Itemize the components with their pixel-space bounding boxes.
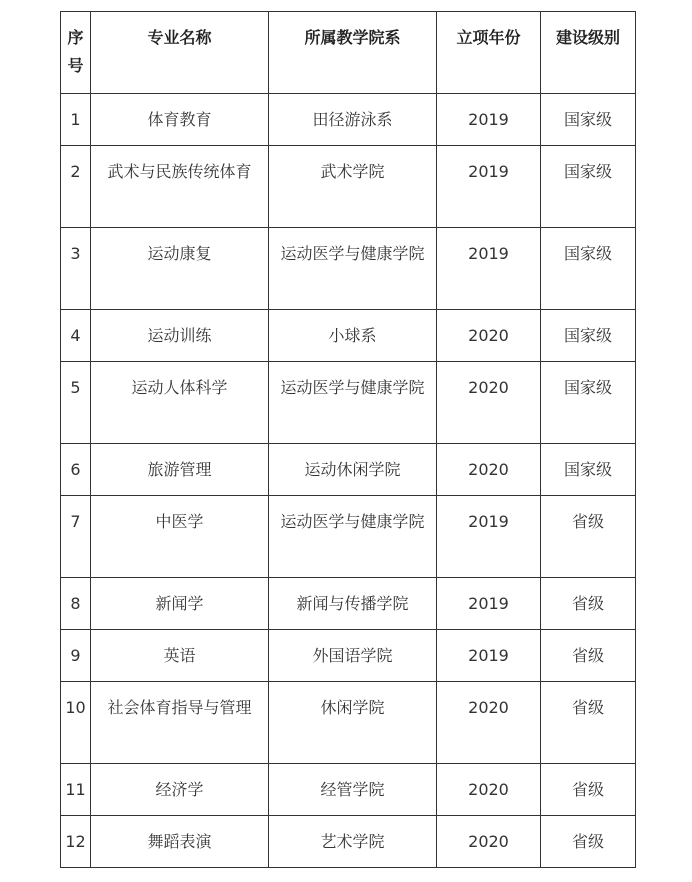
cell-no: 7 [61, 496, 91, 578]
cell-major-name: 运动人体科学 [91, 362, 269, 444]
cell-level: 省级 [541, 682, 636, 764]
cell-no: 9 [61, 630, 91, 682]
table-header-row [61, 12, 636, 94]
cell-year: 2019 [437, 578, 541, 630]
cell-level: 国家级 [541, 362, 636, 444]
cell-year: 2019 [437, 146, 541, 228]
cell-year: 2020 [437, 682, 541, 764]
cell-level: 省级 [541, 496, 636, 578]
cell-major-name: 舞蹈表演 [91, 816, 269, 868]
cell-year: 2020 [437, 816, 541, 868]
table-row [61, 310, 636, 362]
cell-major-name: 体育教育 [91, 94, 269, 146]
cell-level: 国家级 [541, 228, 636, 310]
table-row [61, 94, 636, 146]
cell-year: 2019 [437, 94, 541, 146]
cell-no: 1 [61, 94, 91, 146]
cell-no: 10 [61, 682, 91, 764]
cell-department: 运动医学与健康学院 [269, 362, 437, 444]
cell-year: 2020 [437, 362, 541, 444]
cell-major-name: 武术与民族传统体育 [91, 146, 269, 228]
cell-department: 新闻与传播学院 [269, 578, 437, 630]
cell-no: 6 [61, 444, 91, 496]
cell-level: 省级 [541, 816, 636, 868]
table-row [61, 444, 636, 496]
cell-major-name: 新闻学 [91, 578, 269, 630]
cell-major-name: 运动康复 [91, 228, 269, 310]
cell-no: 4 [61, 310, 91, 362]
table-row [61, 362, 636, 444]
cell-no: 3 [61, 228, 91, 310]
cell-department: 运动医学与健康学院 [269, 228, 437, 310]
cell-no: 2 [61, 146, 91, 228]
cell-level: 国家级 [541, 146, 636, 228]
header-department: 所属教学院系 [269, 12, 437, 94]
header-seq: 序号 [61, 12, 91, 94]
cell-no: 12 [61, 816, 91, 868]
table-row [61, 764, 636, 816]
cell-year: 2019 [437, 228, 541, 310]
cell-department: 经管学院 [269, 764, 437, 816]
cell-major-name: 旅游管理 [91, 444, 269, 496]
cell-department: 运动医学与健康学院 [269, 496, 437, 578]
majors-table [60, 11, 636, 868]
cell-major-name: 运动训练 [91, 310, 269, 362]
cell-major-name: 社会体育指导与管理 [91, 682, 269, 764]
table-row [61, 682, 636, 764]
cell-no: 5 [61, 362, 91, 444]
cell-level: 国家级 [541, 94, 636, 146]
cell-department: 休闲学院 [269, 682, 437, 764]
cell-level: 省级 [541, 764, 636, 816]
cell-year: 2020 [437, 310, 541, 362]
cell-department: 艺术学院 [269, 816, 437, 868]
header-major-name: 专业名称 [91, 12, 269, 94]
cell-department: 外国语学院 [269, 630, 437, 682]
header-year: 立项年份 [437, 12, 541, 94]
cell-department: 运动休闲学院 [269, 444, 437, 496]
cell-department: 武术学院 [269, 146, 437, 228]
cell-level: 国家级 [541, 310, 636, 362]
cell-level: 省级 [541, 578, 636, 630]
table-row [61, 496, 636, 578]
cell-year: 2020 [437, 764, 541, 816]
cell-department: 田径游泳系 [269, 94, 437, 146]
table-row [61, 228, 636, 310]
header-level: 建设级别 [541, 12, 636, 94]
cell-year: 2019 [437, 496, 541, 578]
table-row [61, 816, 636, 868]
table-row [61, 630, 636, 682]
cell-major-name: 英语 [91, 630, 269, 682]
cell-year: 2020 [437, 444, 541, 496]
cell-major-name: 中医学 [91, 496, 269, 578]
cell-level: 国家级 [541, 444, 636, 496]
cell-level: 省级 [541, 630, 636, 682]
table-row [61, 578, 636, 630]
cell-department: 小球系 [269, 310, 437, 362]
cell-year: 2019 [437, 630, 541, 682]
cell-major-name: 经济学 [91, 764, 269, 816]
cell-no: 11 [61, 764, 91, 816]
cell-no: 8 [61, 578, 91, 630]
table-row [61, 146, 636, 228]
